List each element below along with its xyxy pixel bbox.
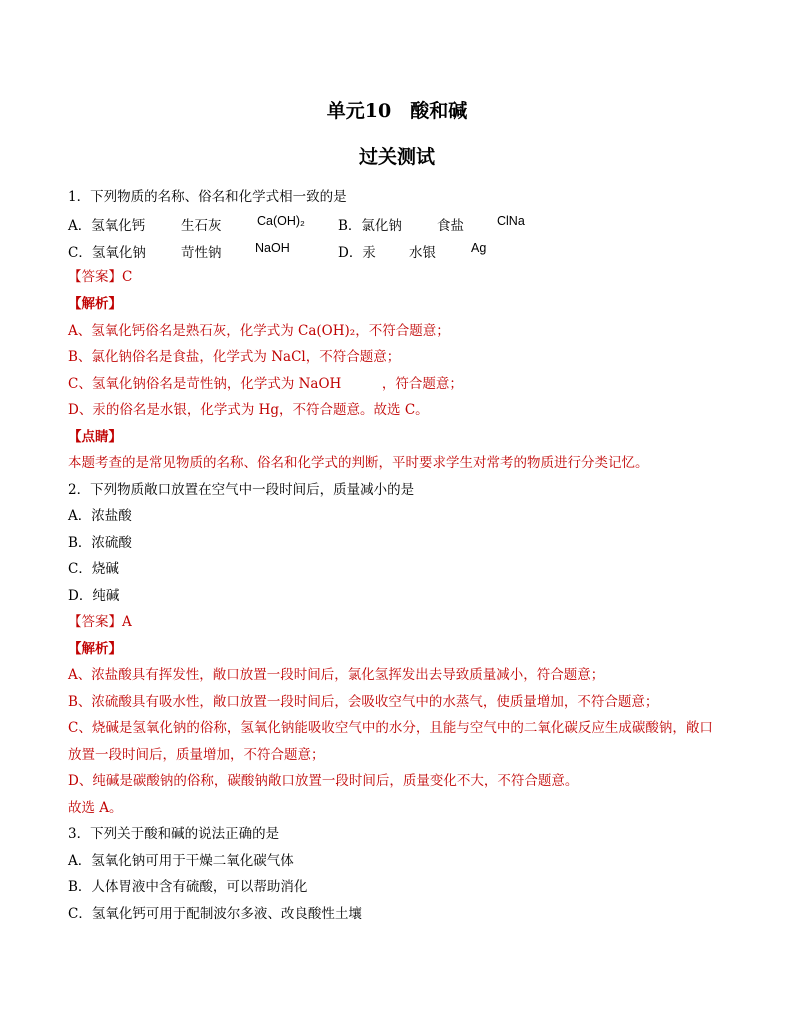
question-1-analysis-line: D、汞的俗名是水银，化学式为 Hg，不符合题意。故选 C。 (68, 402, 429, 418)
question-1-analysis-label: 【解析】 (68, 296, 122, 312)
question-2-conclusion: 故选 A。 (68, 800, 123, 816)
option-b-name: B．氯化钠 (338, 218, 402, 234)
question-1-analysis-line: A、氢氧化钙俗名是熟石灰，化学式为 Ca(OH)₂，不符合题意； (68, 323, 450, 339)
option-c-common-name: 苛性钠 (181, 245, 222, 261)
option-b-formula: ClNa (497, 214, 525, 228)
question-2-analysis-line: C、烧碱是氢氧化钠的俗称，氢氧化钠能吸收空气中的水分，且能与空气中的二氧化碳反应生成碳酸钠，敞口 (68, 720, 713, 736)
option-d-common-name: 水银 (409, 245, 436, 261)
option-b-common-name: 食盐 (437, 218, 464, 234)
question-2-analysis-label: 【解析】 (68, 641, 122, 657)
question-1-options-row-2 (68, 241, 748, 259)
page-title: 单元10 酸和碱 (326, 100, 468, 122)
question-3-option: A．氢氧化钠可用于干燥二氧化碳气体 (68, 853, 294, 869)
page-subtitle: 过关测试 (358, 146, 435, 168)
question-2-stem: 2．下列物质敞口放置在空气中一段时间后，质量减小的是 (68, 482, 415, 498)
question-2-analysis-line: D、纯碱是碳酸钠的俗称，碳酸钠敞口放置一段时间后，质量变化不大，不符合题意。 (68, 773, 579, 789)
question-1-tip-label: 【点睛】 (68, 429, 122, 445)
question-2-option: C．烧碱 (68, 561, 119, 577)
question-3-option: C．氢氧化钙可用于配制波尔多液、改良酸性土壤 (68, 906, 362, 922)
question-1-tip: 本题考查的是常见物质的名称、俗名和化学式的判断，平时要求学生对常考的物质进行分类记忆。 (68, 455, 649, 471)
option-a-common-name: 生石灰 (181, 218, 222, 234)
question-1-answer: 【答案】C (68, 269, 133, 285)
question-1-analysis-line: B、氯化钠俗名是食盐，化学式为 NaCl，不符合题意； (68, 349, 401, 365)
question-3-option: B．人体胃液中含有硫酸，可以帮助消化 (68, 879, 308, 895)
question-1-analysis-line: C、氢氧化钠俗名是苛性钠，化学式为 NaOH ，符合题意； (68, 376, 463, 392)
option-a-name: A．氢氧化钙 (68, 218, 146, 234)
question-1-options-row-1 (68, 214, 748, 232)
question-2-option: D．纯碱 (68, 588, 120, 604)
option-a-formula: Ca(OH)₂ (257, 214, 305, 228)
question-2-option: B．浓硫酸 (68, 535, 132, 551)
question-1-stem: 1．下列物质的名称、俗名和化学式相一致的是 (68, 189, 347, 205)
question-3-stem: 3．下列关于酸和碱的说法正确的是 (68, 826, 280, 842)
option-c-formula: NaOH (255, 241, 290, 255)
question-2-analysis-line: A、浓盐酸具有挥发性，敞口放置一段时间后，氯化氢挥发出去导致质量减小，符合题意； (68, 667, 605, 683)
question-2-answer: 【答案】A (68, 614, 132, 630)
option-d-name: D．汞 (338, 245, 376, 261)
question-2-option: A．浓盐酸 (68, 508, 132, 524)
question-2-analysis-line: B、浓硫酸具有吸水性，敞口放置一段时间后，会吸收空气中的水蒸气，使质量增加，不符合题意； (68, 694, 659, 710)
option-c-name: C．氢氧化钠 (68, 245, 146, 261)
question-2-analysis-line: 放置一段时间后，质量增加，不符合题意； (68, 747, 325, 763)
option-d-formula: Ag (471, 241, 487, 255)
